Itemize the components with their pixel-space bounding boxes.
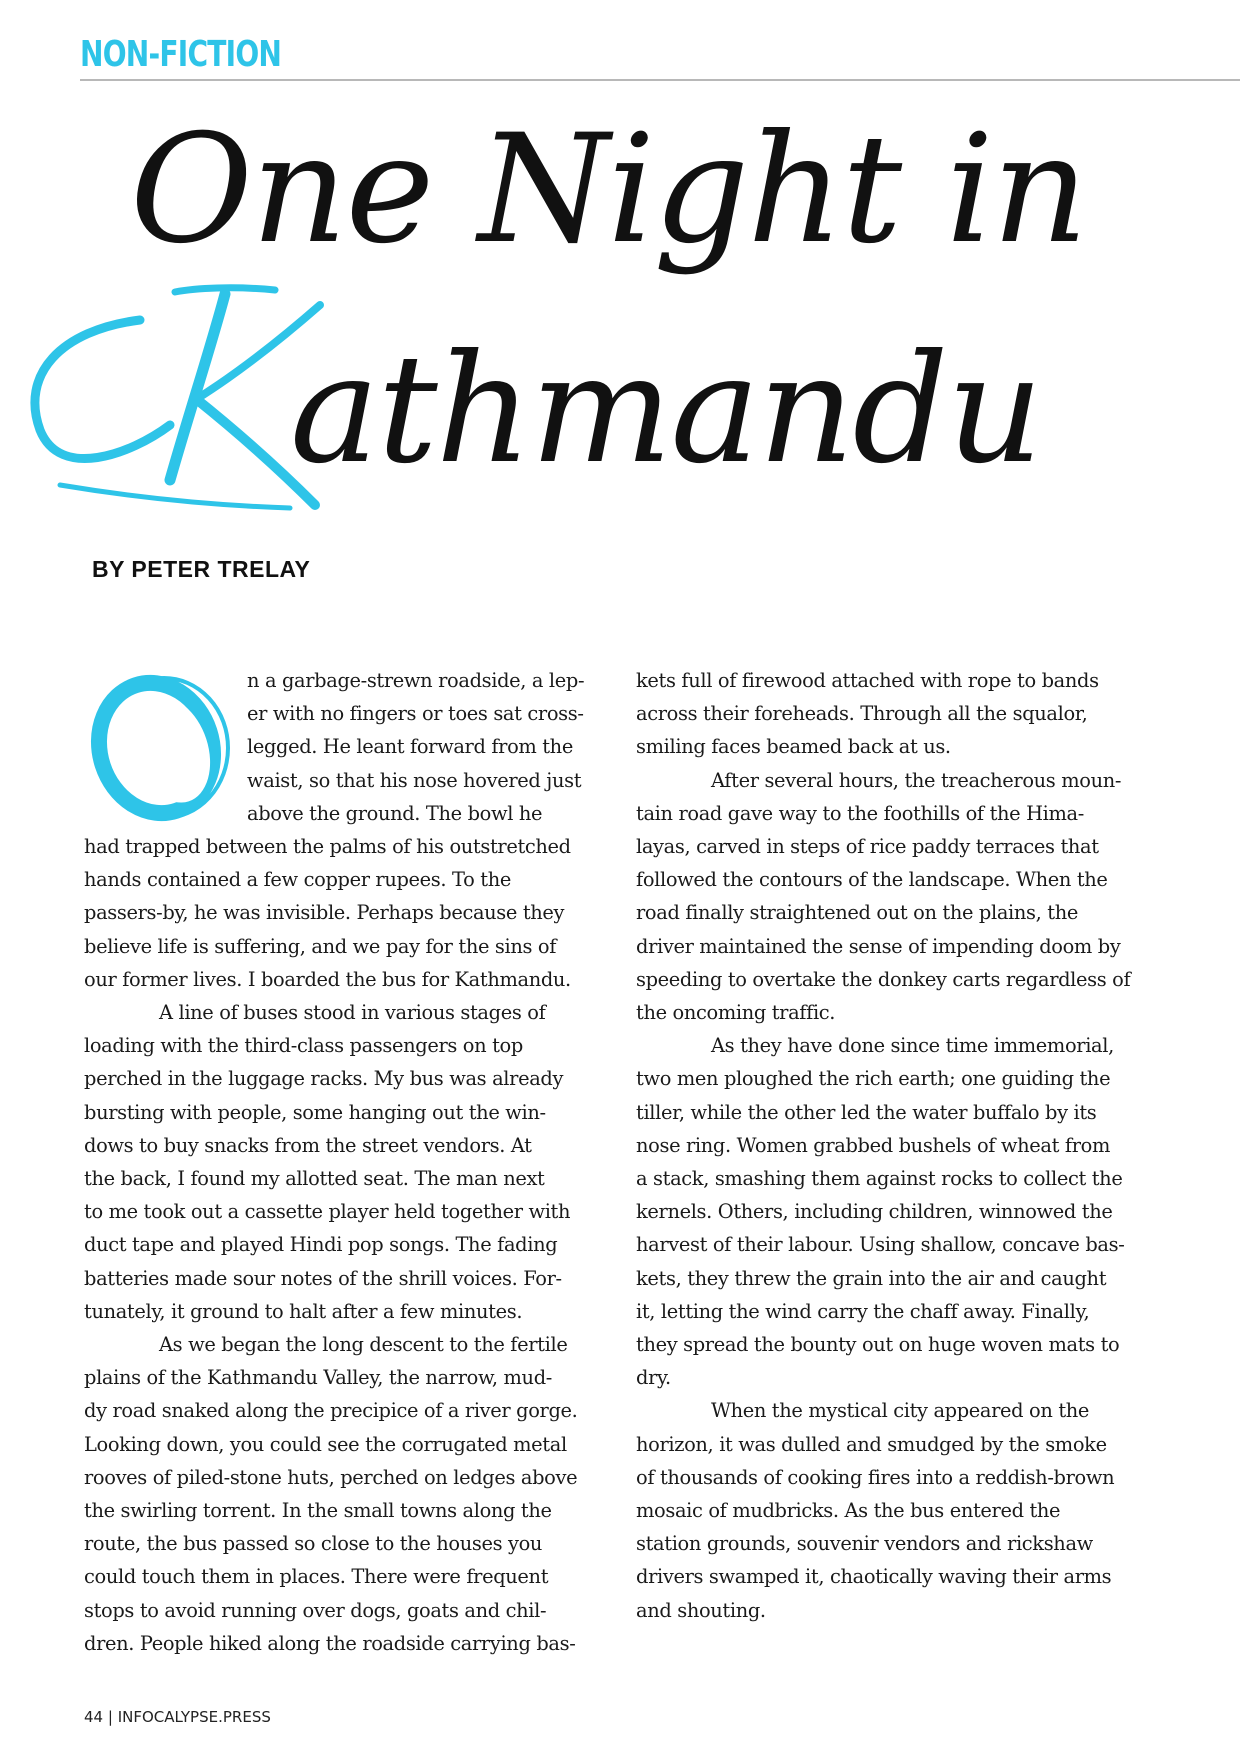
text-line: tiller, while the other led the water buffalo by its (636, 1100, 1097, 1124)
text-line: kernels. Others, including children, winnowed the (636, 1200, 1113, 1224)
text-line: As we began the long descent to the fertile (159, 1333, 568, 1357)
text-line: horizon, it was dulled and smudged by the smoke (636, 1432, 1107, 1456)
text-line: could touch them in places. There were frequent (84, 1565, 549, 1589)
text-line: smiling faces beamed back at us. (636, 735, 951, 759)
text-line: a stack, smashing them against rocks to collect the (636, 1167, 1123, 1191)
text-line: Looking down, you could see the corrugated metal (84, 1432, 567, 1456)
text-line: After several hours, the treacherous moun- (711, 768, 1122, 792)
text-line: believe life is suffering, and we pay for the sins of (84, 934, 557, 958)
text-line: station grounds, souvenir vendors and rickshaw (636, 1532, 1093, 1556)
paragraph-2 (84, 996, 614, 1328)
text-line: had trapped between the palms of his outstretched (84, 835, 571, 859)
text-line: rooves of piled-stone huts, perched on ledges above (84, 1465, 578, 1489)
text-line: they spread the bounty out on huge woven mats to (636, 1333, 1120, 1357)
text-line: passers-by, he was invisible. Perhaps because they (84, 901, 565, 925)
publication-name: INFOCALYPSE.PRESS (117, 1708, 271, 1726)
text-line: it, letting the wind carry the chaff away. Finally, (636, 1299, 1090, 1323)
page-number: 44 (84, 1708, 104, 1726)
text-line: batteries made sour notes of the shrill voices. For- (84, 1266, 562, 1290)
text-line: to me took out a cassette player held together with (84, 1200, 571, 1224)
text-line: drivers swamped it, chaotically waving their arms (636, 1565, 1112, 1589)
text-line: our former lives. I boarded the bus for Kathmandu. (84, 967, 571, 991)
text-line: the oncoming traffic. (636, 1001, 836, 1025)
text-line: the swirling torrent. In the small towns along the (84, 1499, 552, 1523)
text-line: dry. (636, 1366, 671, 1390)
text-line: kets full of firewood attached with rope to bands (636, 669, 1099, 692)
text-line: perched in the luggage racks. My bus was already (84, 1067, 564, 1091)
paragraph-3 (84, 1328, 614, 1660)
text-line: n a garbage-strewn roadside, a lep- (247, 669, 585, 692)
article-column-left (84, 664, 614, 1660)
footer-separator: | (107, 1708, 113, 1726)
text-line: waist, so that his nose hovered just (247, 768, 582, 792)
text-line: driver maintained the sense of impending doom by (636, 934, 1121, 958)
text-line: two men ploughed the rich earth; one guiding the (636, 1067, 1111, 1091)
text-line: across their foreheads. Through all the squalor, (636, 702, 1088, 726)
text-line: above the ground. The bowl he (247, 801, 543, 825)
text-line: nose ring. Women grabbed bushels of wheat from (636, 1133, 1111, 1157)
text-line: hands contained a few copper rupees. To the (84, 868, 511, 892)
text-line: layas, carved in steps of rice paddy terraces that (636, 835, 1099, 859)
text-line: As they have done since time immemorial, (711, 1034, 1114, 1058)
paragraph-5 (636, 1029, 1156, 1394)
article-title-line1: One Night in (130, 103, 1087, 277)
paragraph-3-continued (636, 664, 1156, 764)
text-line: kets, they threw the grain into the air and caught (636, 1266, 1107, 1290)
text-line: tain road gave way to the foothills of the Hima- (636, 801, 1084, 825)
page-footer (84, 1708, 271, 1726)
paragraph-1 (84, 830, 614, 996)
text-line: dy road snaked along the precipice of a river gorge. (84, 1399, 578, 1423)
paragraph-4 (636, 764, 1156, 1030)
text-line: speeding to overtake the donkey carts regardless of (636, 967, 1131, 991)
text-line: dren. People hiked along the roadside carrying bas- (84, 1631, 576, 1655)
text-line: When the mystical city appeared on the (711, 1399, 1090, 1423)
text-line: tunately, it ground to halt after a few minutes. (84, 1299, 523, 1323)
header-rule (80, 79, 1240, 81)
section-label: NON-FICTION (80, 34, 282, 75)
text-line: the back, I found my allotted seat. The man next (84, 1167, 545, 1191)
text-line: bursting with people, some hanging out the win- (84, 1100, 546, 1124)
paragraph-6 (636, 1394, 1156, 1626)
text-line: mosaic of mudbricks. As the bus entered the (636, 1499, 1061, 1523)
text-line: of thousands of cooking fires into a reddish-brown (636, 1465, 1115, 1489)
article-title-line2: athmandu (290, 323, 1042, 497)
byline: BY PETER TRELAY (92, 556, 311, 582)
text-line: legged. He leant forward from the (247, 735, 573, 759)
text-line: followed the contours of the landscape. When the (636, 868, 1108, 892)
text-line: duct tape and played Hindi pop songs. The fading (84, 1233, 558, 1257)
text-line: loading with the third-class passengers on top (84, 1034, 523, 1058)
article-column-right (636, 664, 1156, 1627)
text-line: and shouting. (636, 1598, 766, 1622)
text-line: er with no fingers or toes sat cross- (247, 702, 584, 726)
text-line: harvest of their labour. Using shallow, concave bas- (636, 1233, 1125, 1257)
paragraph-1-opening (84, 664, 614, 830)
text-line: dows to buy snacks from the street vendors. At (84, 1133, 532, 1157)
text-line: plains of the Kathmandu Valley, the narrow, mud- (84, 1366, 552, 1390)
text-line: route, the bus passed so close to the houses you (84, 1532, 543, 1556)
text-line: stops to avoid running over dogs, goats and chil- (84, 1598, 547, 1622)
text-line: road finally straightened out on the plains, the (636, 901, 1078, 925)
text-line: A line of buses stood in various stages of (159, 1001, 546, 1025)
